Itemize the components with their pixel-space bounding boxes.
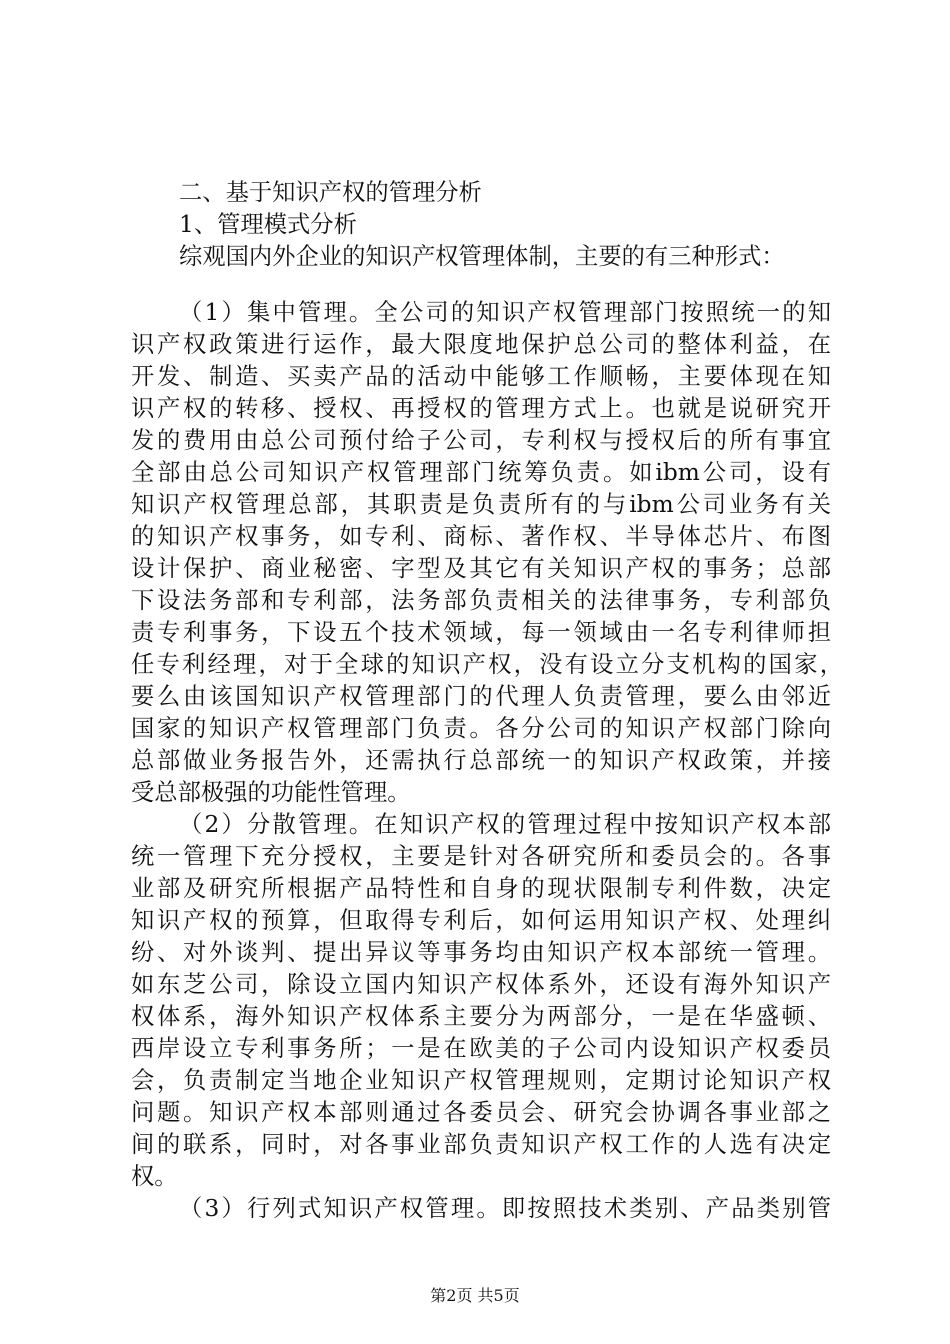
paragraph-line: 总部做业务报告外，还需执行总部统一的知识产权政策，并接 bbox=[131, 747, 831, 774]
paragraph-line: 会，负责制定当地企业知识产权管理规则，定期讨论知识产权 bbox=[131, 1067, 831, 1094]
paragraph-line: 国家的知识产权管理部门负责。各分公司的知识产权部门除向 bbox=[131, 715, 831, 742]
paragraph-line: 西岸设立专利事务所；一是在欧美的子公司内设知识产权委员 bbox=[131, 1035, 831, 1062]
paragraph-line: 下设法务部和专利部，法务部负责相关的法律事务，专利部负 bbox=[131, 587, 831, 614]
paragraph-line: 识产权政策进行运作，最大限度地保护总公司的整体利益，在 bbox=[131, 331, 831, 358]
paragraph-line: 综观国内外企业的知识产权管理体制，主要的有三种形式： bbox=[179, 243, 785, 270]
paragraph-line: 受总部极强的功能性管理。 bbox=[131, 779, 411, 806]
paragraph-line: 问题。知识产权本部则通过各委员会、研究会协调各事业部之 bbox=[131, 1099, 831, 1126]
paragraph-line: 要么由该国知识产权管理部门的代理人负责管理，要么由邻近 bbox=[131, 683, 831, 710]
paragraph-line: 纷、对外谈判、提出异议等事务均由知识产权本部统一管理。 bbox=[131, 939, 831, 966]
paragraph-line: 间的联系，同时，对各事业部负责知识产权工作的人选有决定 bbox=[131, 1131, 831, 1158]
subsection-heading: 1、管理模式分析 bbox=[179, 211, 357, 238]
page-number-footer: 第2页 共5页 bbox=[430, 1286, 520, 1305]
paragraph-line: 权。 bbox=[131, 1163, 178, 1190]
paragraph-line: 全部由总公司知识产权管理部门统筹负责。如ibm公司，设有 bbox=[131, 459, 831, 486]
paragraph-line: （1）集中管理。全公司的知识产权管理部门按照统一的知 bbox=[179, 299, 831, 326]
paragraph-line: 如东芝公司，除设立国内知识产权体系外，还设有海外知识产 bbox=[131, 971, 831, 998]
paragraph-line: （3）行列式知识产权管理。即按照技术类别、产品类别管 bbox=[179, 1195, 831, 1222]
paragraph-line: 设计保护、商业秘密、字型及其它有关知识产权的事务；总部 bbox=[131, 555, 831, 582]
paragraph-line: 识产权的转移、授权、再授权的管理方式上。也就是说研究开 bbox=[131, 395, 831, 422]
paragraph-line: 知识产权管理总部，其职责是负责所有的与ibm公司业务有关 bbox=[131, 491, 831, 518]
paragraph-line: 开发、制造、买卖产品的活动中能够工作顺畅，主要体现在知 bbox=[131, 363, 831, 390]
paragraph-line: 统一管理下充分授权，主要是针对各研究所和委员会的。各事 bbox=[131, 843, 831, 870]
paragraph-line: 任专利经理，对于全球的知识产权，没有设立分支机构的国家， bbox=[131, 651, 843, 678]
paragraph-line: 责专利事务，下设五个技术领域，每一领域由一名专利律师担 bbox=[131, 619, 831, 646]
paragraph-line: 的知识产权事务，如专利、商标、著作权、半导体芯片、布图 bbox=[131, 523, 831, 550]
paragraph-line: 发的费用由总公司预付给子公司，专利权与授权后的所有事宜 bbox=[131, 427, 831, 454]
paragraph-line: 权体系，海外知识产权体系主要分为两部分，一是在华盛顿、 bbox=[131, 1003, 831, 1030]
paragraph-line: 业部及研究所根据产品特性和自身的现状限制专利件数，决定 bbox=[131, 875, 831, 902]
paragraph-line: （2）分散管理。在知识产权的管理过程中按知识产权本部 bbox=[179, 811, 831, 838]
section-heading: 二、基于知识产权的管理分析 bbox=[179, 179, 482, 206]
paragraph-line: 知识产权的预算，但取得专利后，如何运用知识产权、处理纠 bbox=[131, 907, 831, 934]
